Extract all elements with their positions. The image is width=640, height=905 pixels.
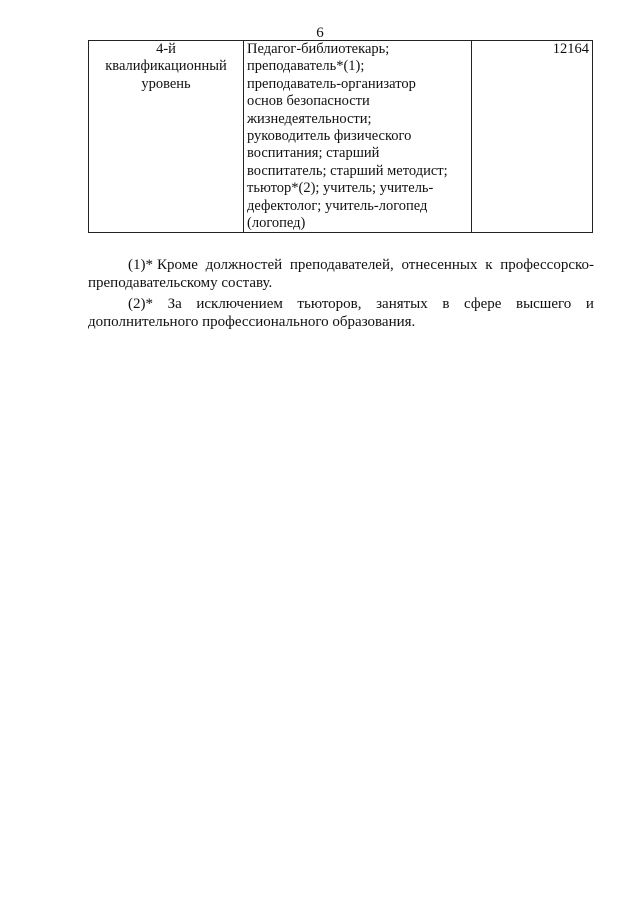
position-line: жизнедеятельности; <box>247 110 372 127</box>
footnote-text: Кроме должностей преподавателей, отнесенных к профессорско-преподавательскому составу. <box>88 257 594 291</box>
position-line: дефектолог; учитель-логопед <box>247 197 428 214</box>
footnote-2-line-1 <box>88 295 594 313</box>
position-line: преподаватель-организатор <box>247 75 416 92</box>
position-line: преподаватель*(1); <box>247 58 365 75</box>
footnote-word: и <box>585 296 594 312</box>
position-line: (логопед) <box>247 215 306 232</box>
position-line: Педагог-библиотекарь; <box>247 41 390 57</box>
position-line: воспитатель; старший методист; <box>247 162 448 179</box>
footnote-ref: (1)* <box>128 257 153 273</box>
footnote-word: сфере <box>464 296 502 312</box>
level-line: 4-й <box>156 41 176 57</box>
table-row <box>89 41 593 233</box>
footnote-word: в <box>442 296 450 312</box>
footnote-word: занятых <box>376 296 428 312</box>
footnote-word: исключением <box>196 296 283 312</box>
footnote-2-line-2: дополнительного профессионального образования. <box>88 314 416 330</box>
page-number: 6 <box>316 25 324 41</box>
position-line: тьютор*(2); учитель; учитель- <box>247 180 434 197</box>
positions-cell <box>244 41 472 233</box>
level-line: уровень <box>141 75 191 92</box>
footnote-1 <box>88 256 594 292</box>
qualification-level-cell <box>89 41 244 233</box>
footnote-ref: (2)* <box>128 296 153 312</box>
footnote-word: тьюторов, <box>297 296 362 312</box>
footnote-word: За <box>167 296 182 312</box>
position-line: руководитель физического <box>247 128 412 145</box>
footnote-word: высшего <box>515 296 572 312</box>
footnotes <box>88 256 594 331</box>
salary-cell: 12164 <box>472 41 593 233</box>
level-line: квалификационный <box>105 58 227 75</box>
qualification-table <box>88 40 593 233</box>
position-line: основ безопасности <box>247 93 370 110</box>
position-line: воспитания; старший <box>247 145 380 162</box>
